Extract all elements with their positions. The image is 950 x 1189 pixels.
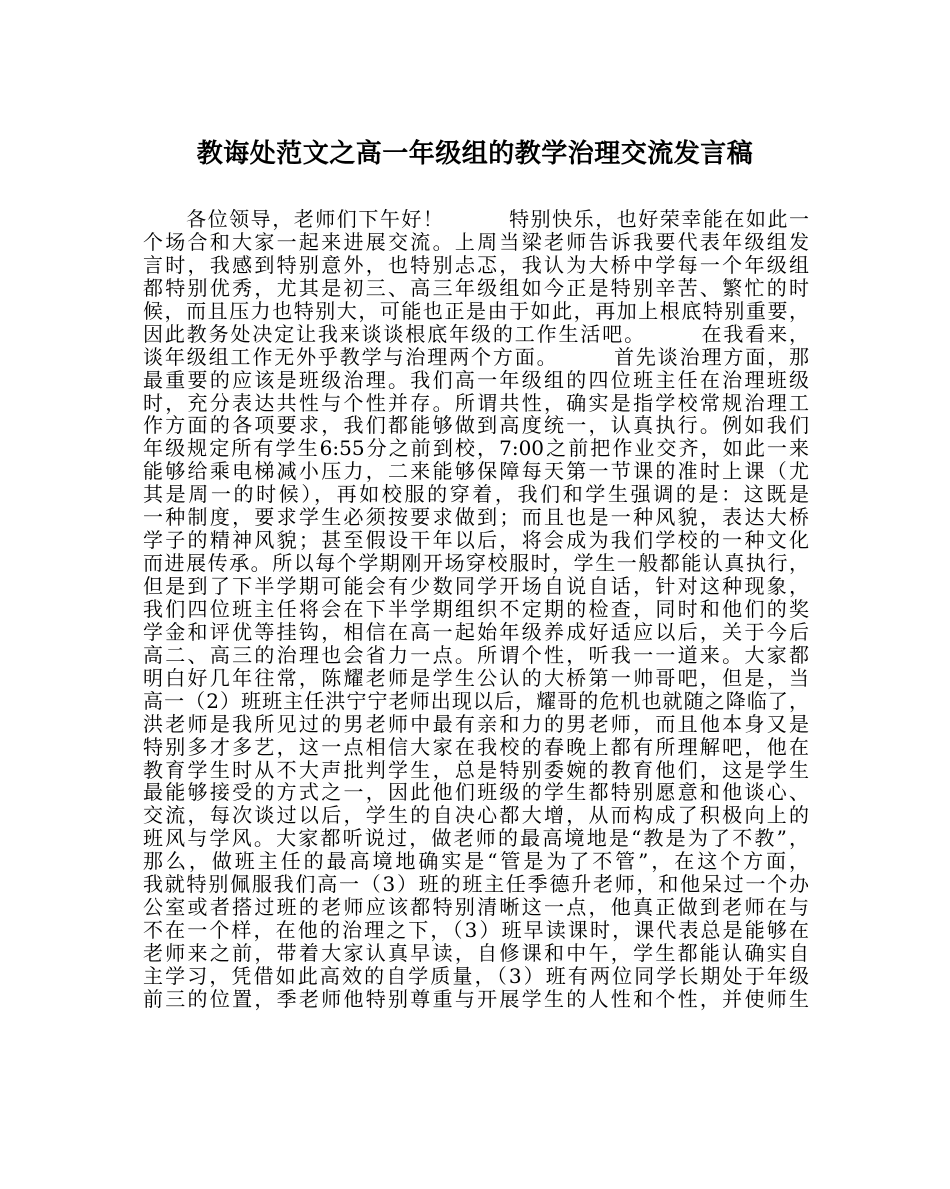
body-line: 学子的精神风貌；甚至假设干年以后，将会成为我们学校的一种文化 [143, 528, 809, 553]
body-line: 其是周一的时候），再如校服的穿着，我们和学生强调的是：这既是 [143, 482, 809, 507]
body-line: 公室或者搭过班的老师应该都特别清晰这一点，他真正做到老师在与 [143, 895, 809, 920]
body-line: 因此教务处决定让我来谈谈根底年级的工作生活吧。 在我看来， [143, 321, 809, 346]
document-title: 教诲处范文之高一年级组的教学治理交流发言稿 [196, 139, 754, 169]
body-line: 学金和评优等挂钩，相信在高一起始年级养成好适应以后，关于今后 [143, 619, 809, 644]
body-line: 教育学生时从不大声批判学生，总是特别委婉的教育他们，这是学生 [143, 757, 809, 782]
body-line: 而进展传承。所以每个学期刚开场穿校服时，学生一般都能认真执行， [143, 551, 809, 576]
body-line: 班风与学风。大家都听说过，做老师的最高境地是“教是为了不教”， [143, 826, 809, 851]
body-line: 明白好几年往常，陈耀老师是学生公认的大桥第一帅哥吧，但是，当 [143, 665, 809, 690]
body-line: 高一（2）班班主任洪宁宁老师出现以后，耀哥的危机也就随之降临了， [143, 688, 809, 713]
body-line: 主学习，凭借如此高效的自学质量，（3）班有两位同学长期处于年级 [143, 963, 809, 988]
body-line: 最能够接受的方式之一，因此他们班级的学生都特别愿意和他谈心、 [143, 780, 809, 805]
body-line: 作方面的各项要求，我们都能够做到高度统一，认真执行。例如我们 [143, 413, 809, 438]
body-line: 老师来之前，带着大家认真早读，自修课和中午，学生都能认确实自 [143, 941, 809, 965]
body-line: 高二、高三的治理也会省力一点。所谓个性，听我一一道来。大家都 [143, 642, 809, 667]
body-line: 谈年级组工作无外乎教学与治理两个方面。 首先谈治理方面，那 [143, 344, 809, 369]
body-line: 一种制度，要求学生必须按要求做到；而且也是一种风貌，表达大桥 [143, 505, 809, 530]
body-line: 都特别优秀，尤其是初三、高三年级组如今正是特别辛苦、繁忙的时 [143, 275, 809, 300]
body-line: 言时，我感到特别意外，也特别忐忑，我认为大桥中学每一个年级组 [143, 252, 809, 277]
body-line: 不在一个样，在他的治理之下，（3）班早读课时，课代表总是能够在 [143, 918, 809, 943]
body-line: 各位领导，老师们下午好！ 特别快乐，也好荣幸能在如此一 [143, 207, 809, 231]
body-line: 洪老师是我所见过的男老师中最有亲和力的男老师，而且他本身又是 [143, 711, 809, 736]
body-line: 个场合和大家一起来进展交流。上周当梁老师告诉我要代表年级组发 [143, 229, 809, 254]
body-line: 能够给乘电梯减小压力，二来能够保障每天第一节课的准时上课（尤 [143, 459, 809, 484]
body-line: 但是到了下半学期可能会有少数同学开场自说自话，针对这种现象， [143, 574, 809, 598]
body-line: 时，充分表达共性与个性并存。所谓共性，确实是指学校常规治理工 [143, 390, 809, 415]
body-line: 最重要的应该是班级治理。我们高一年级组的四位班主任在治理班级 [143, 367, 809, 392]
body-line: 候，而且压力也特别大，可能也正是由于如此，再加上根底特别重要， [143, 298, 809, 323]
body-line: 我就特别佩服我们高一（3）班的班主任季德升老师，和他呆过一个办 [143, 872, 809, 897]
body-line: 那么，做班主任的最高境地确实是“管是为了不管”，在这个方面， [143, 849, 809, 874]
body-line: 特别多才多艺，这一点相信大家在我校的春晚上都有所理解吧，他在 [143, 734, 809, 759]
body-line: 交流，每次谈过以后，学生的自决心都大增，从而构成了积极向上的 [143, 803, 809, 828]
body-line: 年级规定所有学生6:55分之前到校，7:00之前把作业交齐，如此一来 [143, 436, 809, 461]
body-line: 我们四位班主任将会在下半学期组织不定期的检查，同时和他们的奖 [143, 596, 809, 621]
document-body [143, 208, 809, 1011]
body-line: 前三的位置，季老师他特别尊重与开展学生的人性和个性，并使师生 [143, 986, 809, 1011]
